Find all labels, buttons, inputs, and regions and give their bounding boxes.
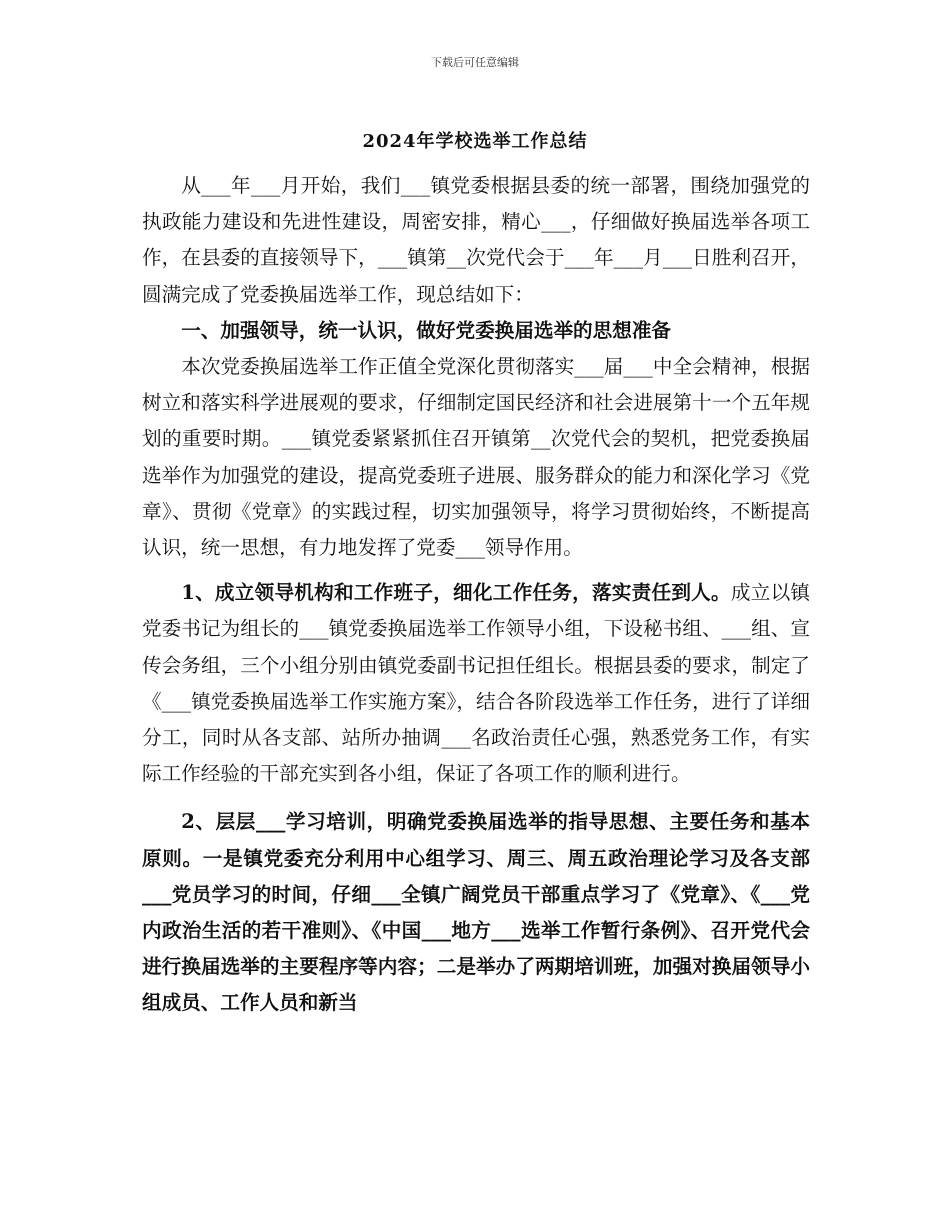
item1-body: 成立以镇党委书记为组长的___镇党委换届选举工作领导小组，下设秘书组、___组、宣传会务组，三个小组分别由镇党委副书记担任组长。根据县委的要求，制定了《___镇党委换届选举工作实施方案》，结合各阶段选举工作任务，进行了详细分工，同时从各支部、站所办抽调___名政治责任心强，熟悉党务工作，有实际工作经验的干部充实到各小组，保证了各项工作的顺利进行。 xyxy=(142,581,811,786)
item1-lead: 1、成立领导机构和工作班子，细化工作任务，落实责任到人。 xyxy=(181,581,731,605)
intro-paragraph: 从___年___月开始，我们___镇党委根据县委的统一部署，围绕加强党的执政能力建设和先进性建设，周密安排，精心___，仔细做好换届选举各项工作，在县委的直接领导下，___镇第__次党代会于___年___月___日胜利召开，圆满完成了党委换届选举工作，现总结如下： xyxy=(142,174,810,306)
document-body xyxy=(142,168,810,1022)
item2-paragraph: 2、层层___学习培训，明确党委换届选举的指导思想、主要任务和基本原则。一是镇党委充分利用中心组学习、周三、周五政治理论学习及各支部___党员学习的时间，仔细___全镇广阔党员干部重点学习了《党章》、《___党内政治生活的若干准则》、《中国___地方___选举工作暂行条例》、召开党代会进行换届选举的主要程序等内容；二是举办了两期培训班，加强对换届领导小组成员、工作人员和新当 xyxy=(142,810,810,1015)
page-title: 2024年学校选举工作总结 xyxy=(362,131,588,152)
section1-heading: 一、加强领导，统一认识，做好党委换届选举的思想准备 xyxy=(181,318,672,342)
header-note: 下载后可任意编辑 xyxy=(431,56,519,69)
item1-paragraph xyxy=(142,575,810,792)
section1-paragraph: 本次党委换届选举工作正值全党深化贯彻落实___届___中全会精神，根据树立和落实科学进展观的要求，仔细制定国民经济和社会进展第十一个五年规划的重要时期。___镇党委紧紧抓住召开镇第__次党代会的契机，把党委换届选举作为加强党的建设，提高党委班子进展、服务群众的能力和深化学习《党章》、贯彻《党章》的实践过程，切实加强领导，将学习贯彻始终，不断提高认识，统一思想，有力地发挥了党委___领导作用。 xyxy=(142,355,810,560)
